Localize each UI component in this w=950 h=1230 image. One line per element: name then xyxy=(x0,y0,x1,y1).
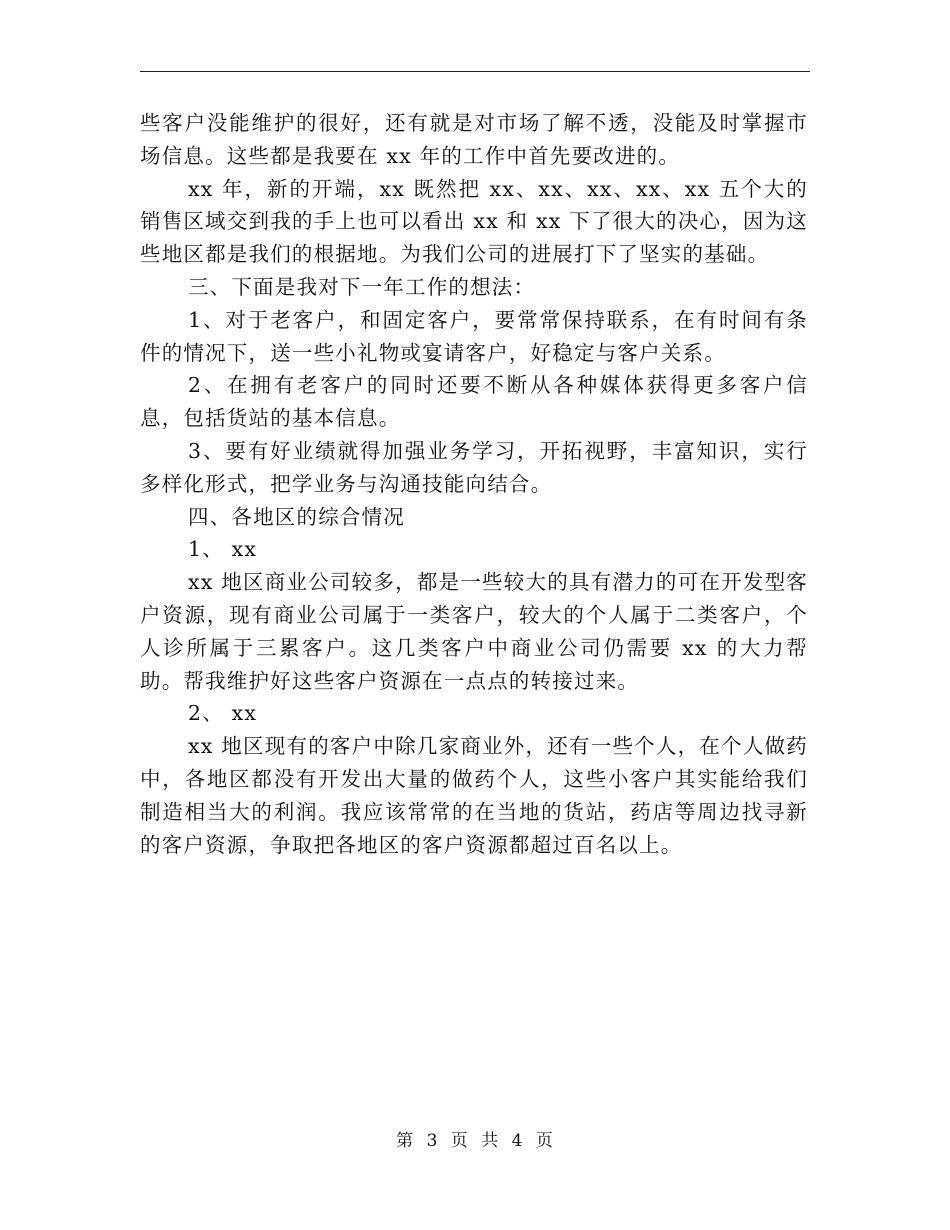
document-body xyxy=(140,107,808,861)
paragraph-region-2: xx 地区现有的客户中除几家商业外，还有一些个人，在个人做药中，各地区都没有开发出大量的做药个人，这些小客户其实能给我们制造相当大的利润。我应该常常的在当地的货站，药店等周边找寻新的客户资源，争取把各地区的客户资源都超过百名以上。 xyxy=(140,734,808,857)
subheading-region-1: 1、 xx xyxy=(188,537,258,562)
paragraph-2: xx 年，新的开端，xx 既然把 xx、xx、xx、xx、xx 五个大的销售区域交到我的手上也可以看出 xx 和 xx 下了很大的决心，因为这些地区都是我们的根据地。为我们公司的进展打下了坚实的基础。 xyxy=(140,176,808,267)
section-heading-4: 四、各地区的综合情况 xyxy=(188,504,405,529)
header-rule xyxy=(140,71,810,72)
paragraph-region-1: xx 地区商业公司较多，都是一些较大的具有潜力的可在开发型客户资源，现有商业公司属于一类客户，较大的个人属于二类客户，个人诊所属于三累客户。这几类客户中商业公司仍需要 xx 的大力帮助。帮我维护好这些客户资源在一点点的转接过来。 xyxy=(140,570,808,693)
page-number: 第 3 页 共 4 页 xyxy=(396,1131,554,1151)
list-item-3: 3、要有好业绩就得加强业务学习，开拓视野，丰富知识，实行多样化形式，把学业务与沟通技能向结合。 xyxy=(140,438,808,496)
section-heading-3: 三、下面是我对下一年工作的想法： xyxy=(188,274,536,299)
list-item-1: 1、对于老客户，和固定客户，要常常保持联系，在有时间有条件的情况下，送一些小礼物或宴请客户，好稳定与客户关系。 xyxy=(140,307,808,365)
paragraph-1: 些客户没能维护的很好，还有就是对市场了解不透，没能及时掌握市场信息。这些都是我要在 xx 年的工作中首先要改进的。 xyxy=(140,111,808,168)
list-item-2: 2、在拥有老客户的同时还要不断从各种媒体获得更多客户信息，包括货站的基本信息。 xyxy=(140,373,808,431)
subheading-region-2: 2、 xx xyxy=(188,701,258,726)
